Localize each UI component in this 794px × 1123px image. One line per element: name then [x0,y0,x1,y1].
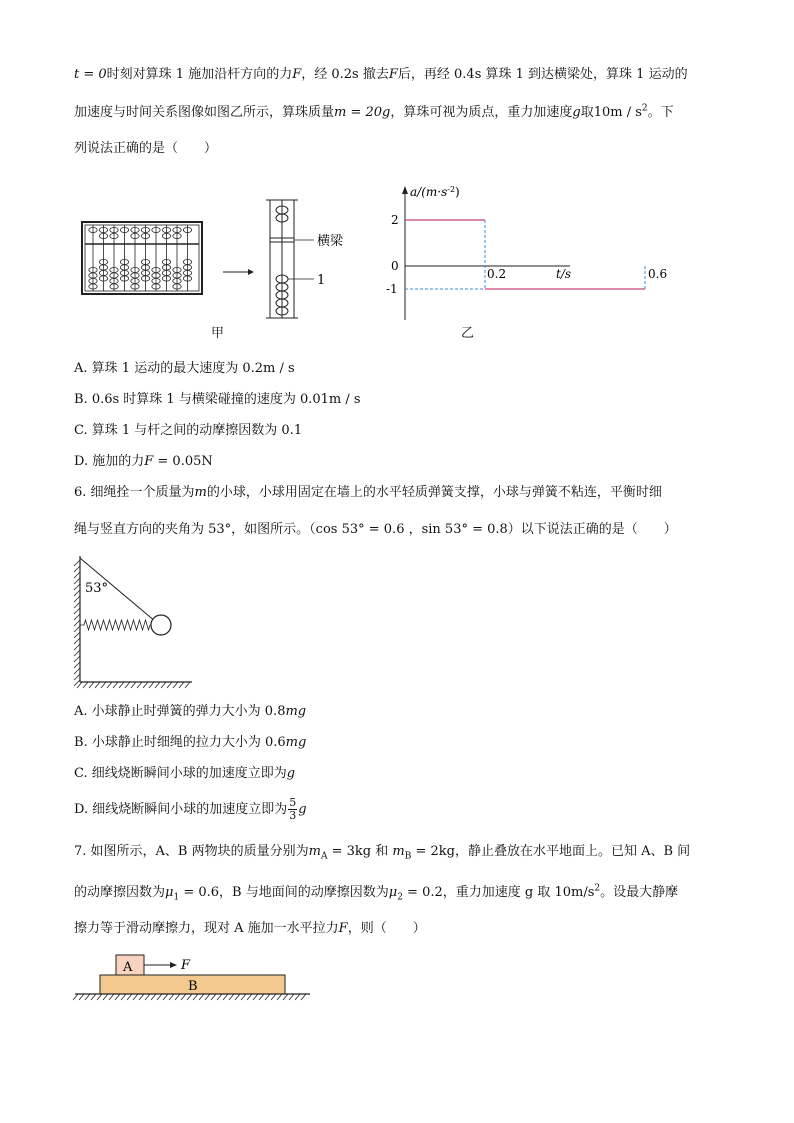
option-text: A. 小球静止时弹簧的弹力大小为 0.8 [74,704,286,719]
mg-symbol: mg [285,735,307,750]
q6-line-2 [74,521,677,539]
mg-symbol: mg [285,704,307,719]
hatch-line [253,994,258,1000]
angle-label: 53° [85,581,109,596]
y-axis-label: $a/(m\cdot s^{-2})$ [410,185,460,199]
force-symbol: F [144,454,154,469]
exponent: 2 [641,103,648,114]
tick-label-neg1: -1 [386,282,398,296]
q6-line-1 [74,484,662,502]
q7-text: 。设最大静摩 [600,885,679,900]
gravity-symbol: g [572,105,581,120]
hatch-line [77,682,82,688]
q6-text: 6. 细绳拴一个质量为 [74,485,195,500]
abacus-rods [89,225,192,291]
hatch-line [74,674,80,680]
hatch-line [74,602,80,608]
hatch-line [193,994,198,1000]
block-b-label: B [188,979,198,994]
hatch-line [295,994,300,1000]
hatch-line [265,994,270,1000]
q6-option-b[interactable] [74,734,306,752]
gravity-value: 10m / s [593,105,642,120]
hatch-line [74,608,80,614]
q7-text: ，静止叠放在水平地面上。已知 A、B 间 [454,844,691,859]
hatch-line [187,994,192,1000]
q7-text: ，则（ ） [347,921,426,936]
hatch-line [259,994,264,1000]
hatch-line [283,994,288,1000]
hatch-line [74,644,80,650]
beam-label: 横梁 [317,234,344,249]
force-label: F [181,958,191,973]
hatch-line [157,994,162,1000]
q7-text: 的动摩擦因数为 [74,885,166,900]
hatch-line [85,994,90,1000]
rod-bracket-left [270,200,272,318]
hatch-line [74,638,80,644]
hatch-line [73,994,78,1000]
hatch-line [89,682,94,688]
q6-option-c[interactable] [74,765,295,783]
q7-text: 7. 如图所示，A、B 两物块的质量分别为 [74,844,309,859]
mu-symbol: μ [388,885,398,900]
q7-text: ，B 与地面间的动摩擦因数为 [219,885,389,900]
hatch-line [74,662,80,668]
spring-ball-figure [70,552,200,692]
mass-symbol: m [392,844,405,859]
hatch-line [74,596,80,602]
caption-yi [461,325,474,343]
option-text: C. 算珠 1 与杆之间的动摩擦因数为 0.1 [74,423,303,438]
hatch-line [127,994,132,1000]
x-axis-label: t/s [556,267,572,281]
hatch-line [107,682,112,688]
hatch-line [277,994,282,1000]
hatch-line [161,682,166,688]
mu-symbol: μ [165,885,174,900]
hatch-line [97,994,102,1000]
hatch-line [199,994,204,1000]
hatch-line [145,994,150,1000]
hatch-line [119,682,124,688]
force-symbol: F [388,67,398,82]
hatch-line [241,994,246,1000]
hatch-line [74,650,80,656]
tick-label-0.2: 0.2 [487,267,507,281]
option-text: D. 细线烧断瞬间小球的加速度立即为 [74,802,288,817]
chart-marks [386,213,667,296]
hatch-line [247,994,252,1000]
bead-label: 1 [317,273,326,288]
abacus-figure [76,190,376,340]
hatch-line [74,632,80,638]
hatch-line [229,994,234,1000]
option-text: = 0.05N [153,454,213,469]
at-chart-figure [360,180,668,325]
blocks-svg [70,950,320,1005]
force-symbol: F [292,67,302,82]
mass-symbol: m [308,844,321,859]
spring [80,620,151,630]
q5-option-a[interactable] [74,360,295,378]
q5-option-c[interactable] [74,422,302,440]
mass-expression: m = 20g [334,105,391,120]
q7-text: ，重力加速度 g 取 10m/s [442,885,595,900]
subscript: B [404,851,412,862]
hatch-line [121,994,126,1000]
arrow-head [248,269,254,275]
hatch-line [79,994,84,1000]
time-expression: t = 0 [74,67,107,82]
q7-text: 擦力等于滑动摩擦力，现对 A 施加一水平拉力 [74,921,339,936]
q7-line-2 [74,884,678,902]
hatch-line [74,566,80,572]
hatch-line [173,682,178,688]
hatch-line [83,682,88,688]
q7-line-3 [74,920,426,938]
hatch-line [109,994,114,1000]
floor-hatch [77,682,190,688]
caption-jia [211,325,224,343]
hatch-line [133,994,138,1000]
q5-text: ，算珠可视为质点，重力加速度 [390,105,573,120]
option-text: A. 算珠 1 运动的最大速度为 0.2m / s [74,361,295,376]
force-symbol: F [338,921,348,936]
at-chart [360,180,668,325]
hatch-line [179,682,184,688]
q5-text: ，经 0.2s 撤去 [301,67,389,82]
hatch-line [271,994,276,1000]
q6-text: 的小球，小球用固定在墙上的水平轻质弹簧支撑，小球与弹簧不粘连，平衡时细 [206,485,662,500]
hatch-line [74,584,80,590]
hatch-line [101,682,106,688]
abacus-frame [82,222,202,294]
hatch-line [139,994,144,1000]
tick-label-0.6: 0.6 [648,267,668,281]
hatch-line [115,994,120,1000]
q6-text: 绳与竖直方向的夹角为 53°，如图所示。（cos 53° = 0.6 ，sin 53° = 0.8）以下说法正确的是（ ） [74,522,677,537]
hatch-line [211,994,216,1000]
option-text: C. 细线烧断瞬间小球的加速度立即为 [74,766,287,781]
hatch-line [169,994,174,1000]
subscript: A [320,851,328,862]
hatch-line [95,682,100,688]
tick-label-0: 0 [391,259,399,273]
subscript: 2 [397,892,403,903]
option-text: B. 0.6s 时算珠 1 与横梁碰撞的速度为 0.01m / s [74,392,361,407]
q7-text: = 3kg 和 [327,844,393,859]
q5-text: 。下 [647,105,674,120]
hatch-line [181,994,186,1000]
wall-hatch [74,560,80,686]
hatch-line [155,682,160,688]
q6-option-a[interactable] [74,703,306,721]
hatch-line [289,994,294,1000]
hatch-line [217,994,222,1000]
hatch-line [235,994,240,1000]
hatch-line [167,682,172,688]
mass-symbol: m [194,485,207,500]
hatch-line [74,614,80,620]
y-axis-arrow [402,186,408,194]
hatch-line [74,578,80,584]
hatch-line [125,682,130,688]
block-a-label: A [123,960,133,975]
gravity-symbol: g [286,766,296,781]
figure-caption: 甲 [211,326,225,341]
q5-line-3 [74,140,217,158]
q5-text: 取 [580,105,594,120]
hatch-line [91,994,96,1000]
option-text: D. 施加的力 [74,454,145,469]
hatch-line [301,994,306,1000]
hatch-line [74,620,80,626]
spring-ball-svg [70,552,200,692]
abacus-svg [76,190,376,340]
hatch-line [149,682,154,688]
hatch-line [113,682,118,688]
fraction-denominator: 3 [289,809,297,822]
hatch-line [163,994,168,1000]
q5-option-d[interactable] [74,453,213,471]
q7-text: = 0.6 [179,885,220,900]
force-arrow-head [170,962,177,968]
hatch-line [74,572,80,578]
hatch-line [223,994,228,1000]
gravity-symbol: g [298,802,307,817]
blocks-figure [70,950,320,1005]
exponent: 2 [594,883,601,894]
subscript: 1 [173,892,180,903]
figure-caption: 乙 [461,326,475,341]
q6-option-d[interactable] [74,796,307,824]
q5-option-b[interactable] [74,391,361,409]
fraction [288,797,297,822]
ball [151,615,171,635]
tick-label-2: 2 [391,213,399,227]
hatch-line [205,994,210,1000]
q5-text: 后，再经 0.4s 算珠 1 到达横梁处，算珠 1 运动的 [397,67,688,82]
hatch-line [175,994,180,1000]
hatch-line [74,560,80,566]
hatch-line [103,994,108,1000]
q7-text: = 2kg [411,844,455,859]
q5-text: 时刻对算珠 1 施加沿杆方向的力 [106,67,293,82]
q7-line-1 [74,843,690,861]
q7-text: = 0.2 [402,885,443,900]
hatch-line [137,682,142,688]
hatch-line [74,590,80,596]
hatch-line [74,626,80,632]
hatch-line [74,668,80,674]
q5-text: 列说法正确的是（ ） [74,141,218,156]
hatch-line [185,682,190,688]
q5-line-1 [74,66,688,84]
q5-line-2 [74,104,674,122]
option-text: B. 小球静止时细绳的拉力大小为 0.6 [74,735,286,750]
rod-bracket-right [292,200,294,318]
hatch-line [151,994,156,1000]
fraction-numerator: 5 [289,796,297,809]
hatch-line [74,656,80,662]
hatch-line [143,682,148,688]
q5-text: 加速度与时间关系图像如图乙所示，算珠质量 [74,105,335,120]
ground-hatch [73,994,306,1000]
hatch-line [131,682,136,688]
